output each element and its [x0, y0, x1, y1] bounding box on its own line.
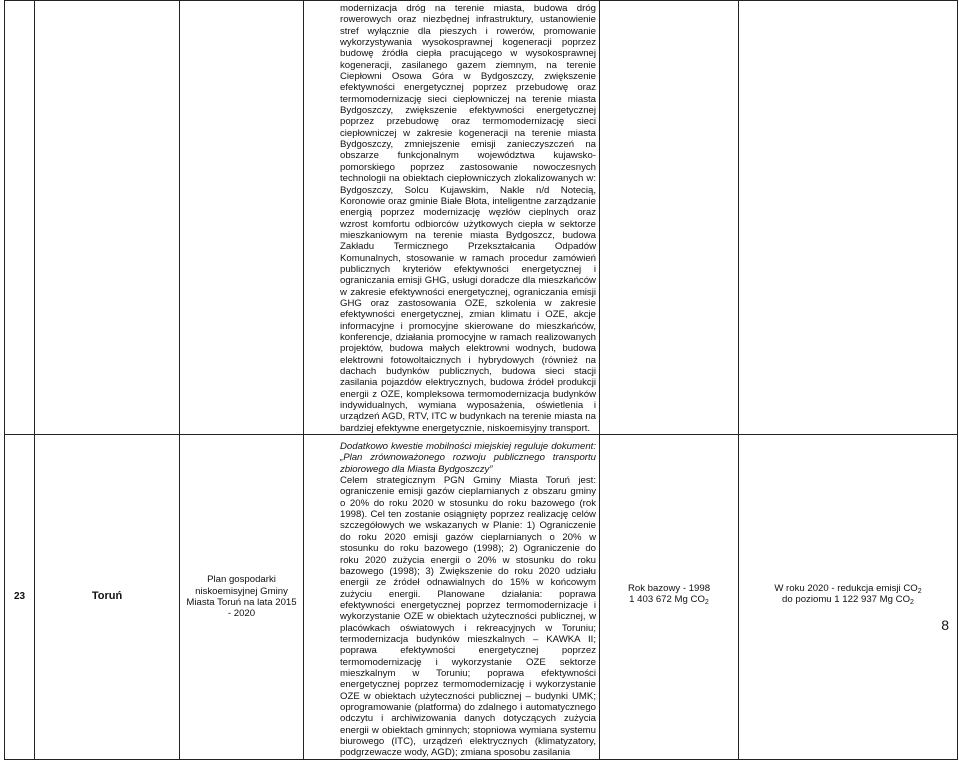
- base-year-label: Rok bazowy - 1998: [627, 583, 711, 595]
- cell-target-prev: [739, 1, 958, 435]
- cell-base: [600, 435, 739, 760]
- table-row: [5, 435, 958, 760]
- cell-number-prev: [5, 1, 35, 435]
- base-value: 1 403 672 Mg $CO_2$: [629, 594, 709, 607]
- page-number: 8: [941, 617, 949, 633]
- cell-city: [35, 435, 180, 760]
- target-level: do poziomu 1 122 937 Mg $CO_2$: [782, 594, 914, 607]
- cell-description: [304, 435, 600, 760]
- cell-base-prev: [600, 1, 739, 435]
- row-number: 23: [13, 591, 26, 603]
- city-name: Toruń: [91, 590, 123, 603]
- description-text: Celem strategicznym PGN Gminy Miasta Toruń jest: ograniczenie emisji gazów cieplarnianych z obszaru gminy o 20% do roku 2020 w stosunku do roku bazowego (rok 1998). Cel ten zostanie osiągnięty poprzez realizację celów szczegółowych we wskazanych w Planie: 1) Ograniczenie do roku 2020 emisji gazów cieplarnianych o 20% w stosunku do roku bazowego (1998); 2) Ograniczenie do roku 2020 zużycia energii o 20% w stosunku do roku bazowego (1998); 3) Zwiększenie do roku 2020 udziału energii ze źródeł odnawialnych do 15% w końcowym zużyciu energii. Planowane działania: poprawa efektywności energetycznej poprzez termomodernizacje i wykorzystanie OZE w obiektach użyteczności publicznej, w placówkach oświatowych i rekreacyjnych w Toruniu; termodernizacja budynków mieszkalnych – KAWKA II; poprawa efektywności energetycznej poprzez termomodernizację i wykorzystanie OZE sektorze mieszkalnym w Toruniu; poprawa efektywności energetycznej poprzez termomodernizację i wykorzystanie OZE w obiektach użyteczności publicznej – budynki UMK; oprogramowanie (platforma) do zdalnego i automatycznego odczytu i archiwizowania danych dotyczących zużycia energii w obiektach gminnych; stopniowa wymiana systemu biurowego (ITC), urządzeń elektrycznych (klimatyzatory, podgrzewacze wody, AGD); zmiana sposobu zasilania: [340, 475, 596, 759]
- strategy-table: [4, 0, 958, 760]
- description-text: modernizacja dróg na terenie miasta, budowa dróg rowerowych oraz niezbędnej infrastruktury, ustanowienie stref wyłącznie dla pieszych i rowerów, promowanie wykorzystywania wysokosprawnej kogeneracji poprzez budowę źródła ciepła pracującego w wysokosprawnej kogeneracji, zasilanego gazem ziemnym, na terenie Ciepłowni Osowa Góra w Bydgoszczy, zwiększenie efektywności energetycznej poprzez przebudowę oraz termomodernizację sieci ciepłowniczej na terenie miasta Bydgoszczy, zwiększenie efektywności energetycznej poprzez przebudowę oraz termomodernizację sieci ciepłowniczej w zakresie kogeneracji na terenie miasta Bydgoszczy, zmniejszenie emisji zanieczyszczeń na obszarze funkcjonalnym województwa kujawsko-pomorskiego poprzez zastosowanie nowoczesnych technologii na obiektach ciepłowniczych zlokalizowanych w: Bydgoszczy, Solcu Kujawskim, Nakle n/d Notecią, Koronowie oraz gminie Białe Błota, inteligentne zarządzanie energią poprzez modernizację węzłów cieplnych oraz wzrost komfortu odbiorców użytkowych ciepła w sektorze mieszkaniowym na terenie miasta Bydgoszcz, budowa Zakładu Termicznego Przekształcania Odpadów Komunalnych, stosowanie w ramach procedur zamówień publicznych kryteriów efektywności energetycznej i ograniczania emisji GHG, usługi doradcze dla mieszkańców w zakresie efektywności energetycznej, ograniczania emisji GHG oraz zastosowania OZE, szkolenia w zakresie efektywności energetycznej, zmian klimatu i OZE, akcje informacyjne i promocyjne skierowane do mieszkańców, konferencje, działania promocyjne w ramach realizowanych projektów, budowa małych elektrowni wodnych, budowa elektrowni fotowoltaicznych i hybrydowych (również na dachach budynków publicznych, budowa sieci stacji zasilania pojazdów elektrycznych, budowa źródeł produkcji energii z OZE, kompleksowa termomodernizacja budynków indywidualnych, wymiana wyposażenia, oświetlenia i urządzeń AGD, RTV, ITC w budynkach na terenie miasta na bardziej efektywne energetycznie, niskoemisyjny transport.: [340, 3, 596, 434]
- cell-description-prev: [304, 1, 600, 435]
- target-text: W roku 2020 - redukcja emisji $CO_2$: [774, 583, 922, 596]
- cell-city-prev: [35, 1, 180, 435]
- table-row: [5, 1, 958, 435]
- cell-plan: [180, 435, 304, 760]
- cell-plan-prev: [180, 1, 304, 435]
- intro-italic-text: Dodatkowo kwestie mobilności miejskiej reguluje dokument: „Plan zrównoważonego rozwoju publicznego transportu zbiorowego dla Miasta Bydgoszczy”: [340, 441, 596, 475]
- plan-title: Plan gospodarki niskoemisyjnej Gminy Miasta Toruń na lata 2015 - 2020: [186, 574, 297, 620]
- cell-target: [739, 435, 958, 760]
- cell-number: [5, 435, 35, 760]
